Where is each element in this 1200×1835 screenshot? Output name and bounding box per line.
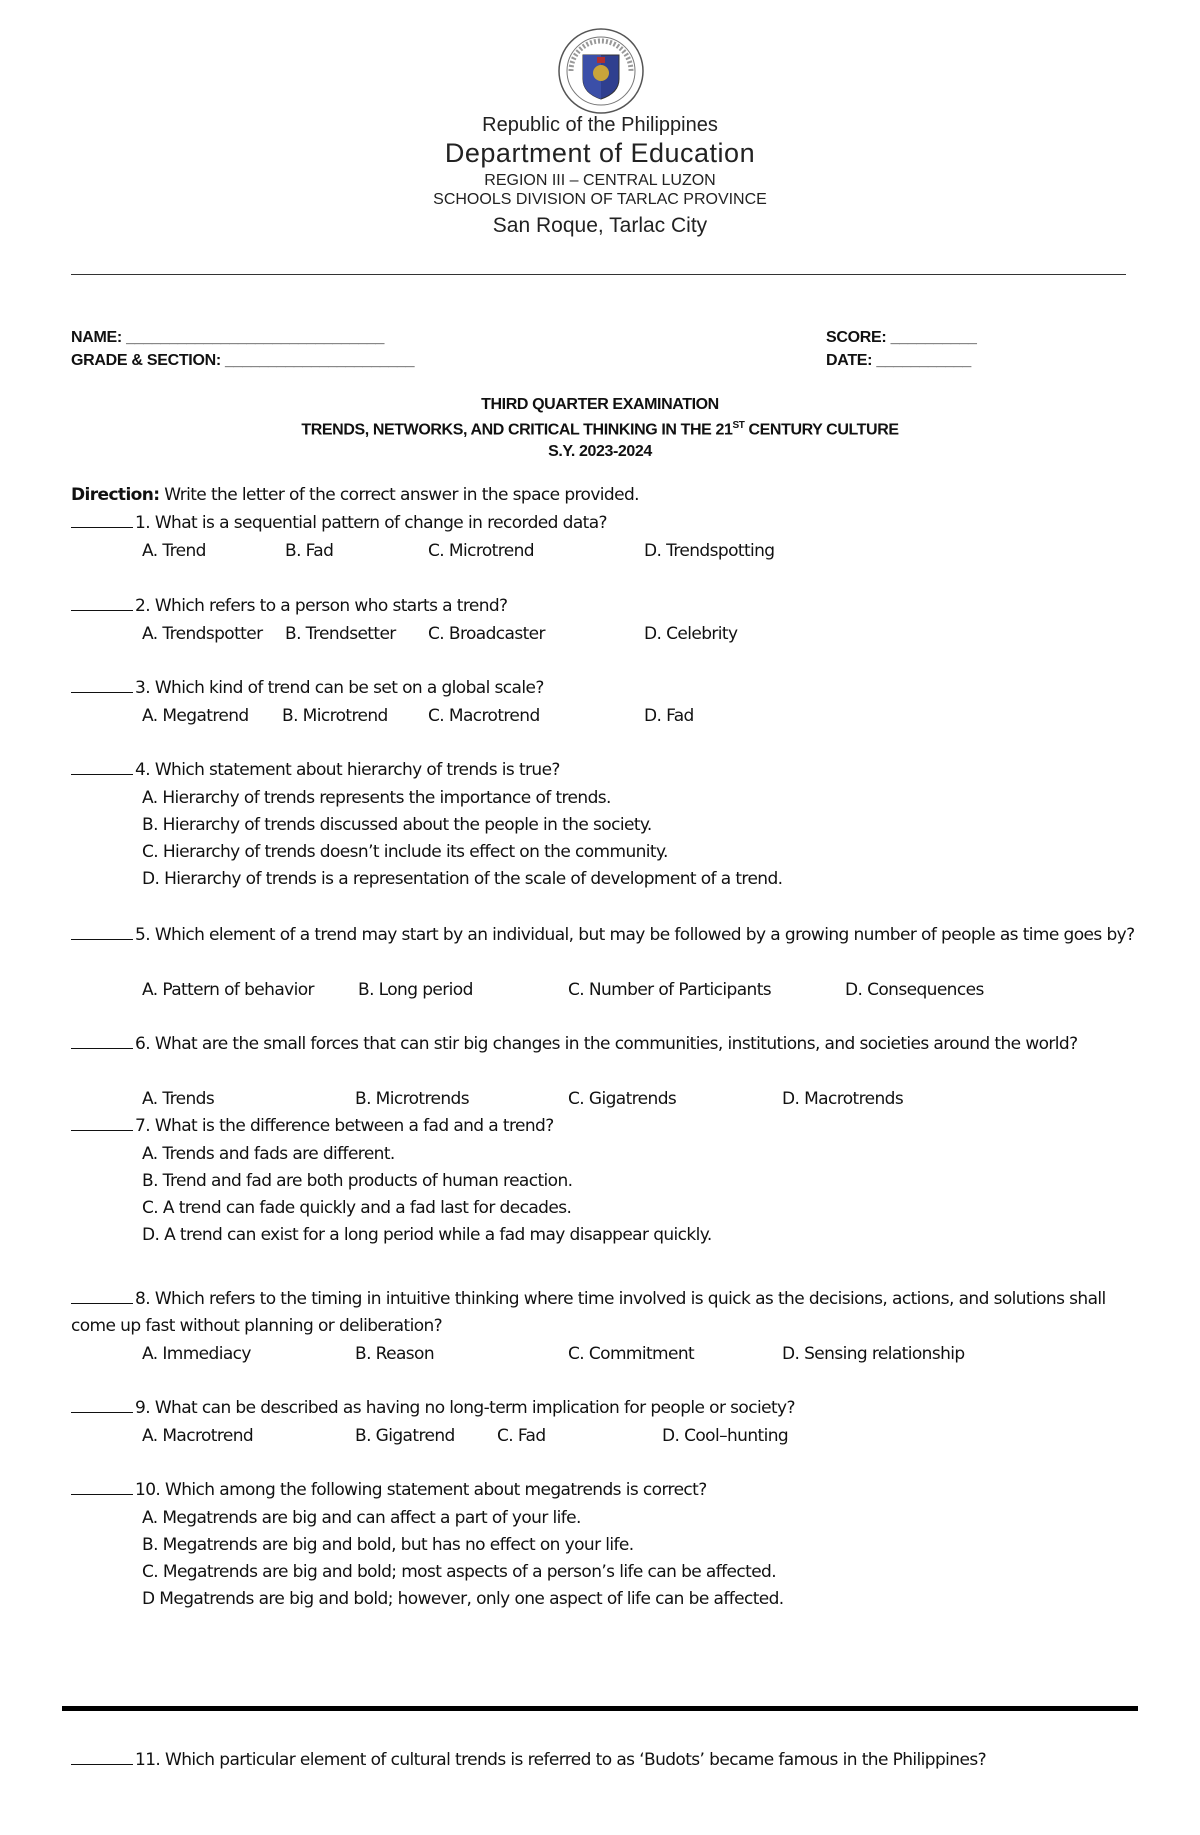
option-c: C. Hierarchy of trends doesn’t include its effect on the community. xyxy=(142,842,668,862)
question-8 xyxy=(71,1286,1141,1340)
option-d: D. A trend can exist for a long period while a fad may disappear quickly. xyxy=(142,1225,712,1245)
option-d: D Megatrends are big and bold; however, only one aspect of life can be affected. xyxy=(142,1589,784,1609)
option-a: A. Immediacy xyxy=(142,1344,251,1364)
question-text: 2. Which refers to a person who starts a trend? xyxy=(135,596,508,616)
option-c: C. Fad xyxy=(497,1426,546,1446)
option-b: B. Microtrends xyxy=(355,1089,469,1109)
answer-blank[interactable] xyxy=(71,1748,133,1765)
department-title: Department of Education xyxy=(444,138,756,168)
division-line: SCHOOLS DIVISION OF TARLAC PROVINCE xyxy=(433,191,767,208)
school-year: S.Y. 2023-2024 xyxy=(548,443,652,460)
option-b: B. Megatrends are big and bold, but has no effect on your life. xyxy=(142,1535,634,1555)
question-text: 6. What are the small forces that can stir big changes in the communities, institutions, and societies around the world? xyxy=(135,1034,1078,1054)
question-text: 11. Which particular element of cultural trends is referred to as ‘Budots’ became famous in the Philippines? xyxy=(135,1750,987,1770)
grade-section-field[interactable]: GRADE & SECTION: ______________________ xyxy=(71,352,415,369)
option-b: B. Hierarchy of trends discussed about the people in the society. xyxy=(142,815,652,835)
option-b: B. Gigatrend xyxy=(355,1426,455,1446)
score-field[interactable]: SCORE: __________ xyxy=(826,329,977,346)
question-1 xyxy=(71,510,1141,537)
question-2 xyxy=(71,593,1141,620)
option-c: C. Commitment xyxy=(568,1344,695,1364)
option-a: A. Trend xyxy=(142,541,206,561)
republic-line: Republic of the Philippines xyxy=(482,114,718,136)
question-6 xyxy=(71,1031,1141,1058)
name-field[interactable]: NAME: ______________________________ xyxy=(71,329,385,346)
header-divider xyxy=(71,274,1126,275)
option-c: C. Microtrend xyxy=(428,541,534,561)
option-a: A. Megatrend xyxy=(142,706,249,726)
answer-blank[interactable] xyxy=(71,1114,133,1131)
option-b: B. Microtrend xyxy=(282,706,388,726)
option-d: D. Fad xyxy=(644,706,694,726)
deped-seal-icon xyxy=(557,27,645,115)
option-d: D. Hierarchy of trends is a representation of the scale of development of a trend. xyxy=(142,869,783,889)
question-5 xyxy=(71,922,1141,949)
answer-blank[interactable] xyxy=(71,594,133,611)
date-field[interactable]: DATE: ___________ xyxy=(826,352,971,369)
answer-blank[interactable] xyxy=(71,1396,133,1413)
option-c: C. Megatrends are big and bold; most aspects of a person’s life can be affected. xyxy=(142,1562,777,1582)
option-d: D. Macrotrends xyxy=(782,1089,904,1109)
question-3 xyxy=(71,675,1141,702)
option-c: C. Gigatrends xyxy=(568,1089,677,1109)
question-text: 10. Which among the following statement about megatrends is correct? xyxy=(135,1480,707,1500)
question-4 xyxy=(71,757,1141,784)
question-text: 1. What is a sequential pattern of change in recorded data? xyxy=(135,513,607,533)
option-b: B. Trendsetter xyxy=(285,624,396,644)
answer-blank[interactable] xyxy=(71,1287,133,1304)
option-d: D. Consequences xyxy=(845,980,984,1000)
page-break-rule xyxy=(62,1706,1138,1711)
question-7 xyxy=(71,1113,1141,1140)
option-d: D. Trendspotting xyxy=(644,541,775,561)
answer-blank[interactable] xyxy=(71,1478,133,1495)
option-c: C. Macrotrend xyxy=(428,706,540,726)
option-b: B. Reason xyxy=(355,1344,435,1364)
option-a: A. Macrotrend xyxy=(142,1426,254,1446)
location-line: San Roque, Tarlac City xyxy=(492,214,708,237)
question-text: 9. What can be described as having no long-term implication for people or society? xyxy=(135,1398,795,1418)
option-a: A. Megatrends are big and can affect a part of your life. xyxy=(142,1508,581,1528)
exam-subject: TRENDS, NETWORKS, AND CRITICAL THINKING IN THE 21ST CENTURY CULTURE xyxy=(301,420,899,439)
question-text: 8. Which refers to the timing in intuitive thinking where time involved is quick as the decisions, actions, and solutions shall come up fast without planning or deliberation? xyxy=(71,1289,1106,1336)
option-b: B. Fad xyxy=(285,541,334,561)
option-d: D. Celebrity xyxy=(644,624,738,644)
answer-blank[interactable] xyxy=(71,511,133,528)
option-a: A. Trends and fads are different. xyxy=(142,1144,395,1164)
answer-blank[interactable] xyxy=(71,676,133,693)
option-a: A. Hierarchy of trends represents the importance of trends. xyxy=(142,788,611,808)
option-d: D. Cool–hunting xyxy=(662,1426,789,1446)
option-a: A. Pattern of behavior xyxy=(142,980,314,1000)
answer-blank[interactable] xyxy=(71,1032,133,1049)
option-a: A. Trends xyxy=(142,1089,215,1109)
answer-blank[interactable] xyxy=(71,923,133,940)
question-text: 5. Which element of a trend may start by an individual, but may be followed by a growing number of people as time goes by? xyxy=(135,925,1135,945)
direction: Direction: Write the letter of the correct answer in the space provided. xyxy=(71,485,639,505)
region-line: REGION III – CENTRAL LUZON xyxy=(484,172,716,189)
exam-title: THIRD QUARTER EXAMINATION xyxy=(481,396,719,413)
question-text: 3. Which kind of trend can be set on a global scale? xyxy=(135,678,544,698)
option-c: C. A trend can fade quickly and a fad last for decades. xyxy=(142,1198,572,1218)
option-a: A. Trendspotter xyxy=(142,624,263,644)
question-text: 7. What is the difference between a fad and a trend? xyxy=(135,1116,554,1136)
question-11 xyxy=(71,1747,1141,1774)
question-10 xyxy=(71,1477,1141,1504)
option-b: B. Long period xyxy=(358,980,473,1000)
question-text: 4. Which statement about hierarchy of trends is true? xyxy=(135,760,560,780)
option-c: C. Number of Participants xyxy=(568,980,772,1000)
option-d: D. Sensing relationship xyxy=(782,1344,965,1364)
answer-blank[interactable] xyxy=(71,758,133,775)
option-b: B. Trend and fad are both products of human reaction. xyxy=(142,1171,573,1191)
option-c: C. Broadcaster xyxy=(428,624,545,644)
question-9 xyxy=(71,1395,1141,1422)
